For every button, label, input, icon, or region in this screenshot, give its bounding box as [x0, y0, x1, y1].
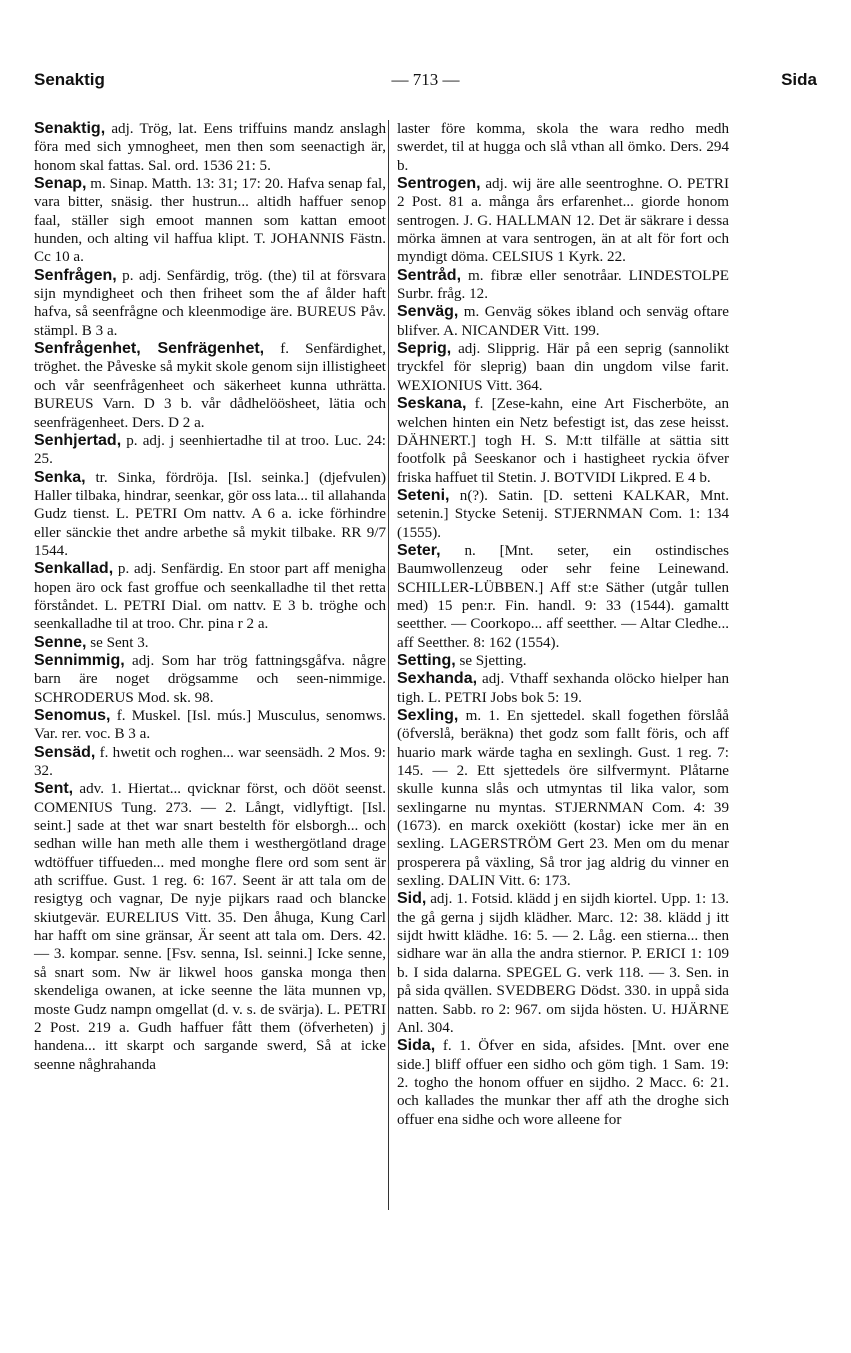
dictionary-entry	[397, 707, 729, 890]
dictionary-entry	[397, 670, 729, 707]
dictionary-entry	[397, 890, 729, 1037]
headword: Seter,	[397, 541, 441, 559]
headword: Senap,	[34, 175, 87, 193]
dictionary-entry	[397, 395, 729, 487]
headword: Sida,	[397, 1037, 436, 1055]
entry-text: m. fibræ eller senotråar. LINDESTOLPE Surbr. fråg. 12.	[397, 267, 729, 303]
dictionary-entry	[397, 303, 729, 340]
column-divider	[388, 120, 389, 1210]
entry-text: laster före komma, skola the wara redho medh swerdet, til at hugga och slå vthan all ömko. Ders. 294 b.	[397, 121, 729, 174]
entry-text: n. [Mnt. seter, ein ostindisches Baumwollenzeug oder sehr feine Leinewand. SCHILLER-LÜBBEN.] Aff st:e Säther (utgår tullen med) 15 pen:r. Fin. handl. 9: 33 (1544). gamaltt seetther. — Coorkopo... aff seetther. — Altar Cledhe... aff Seetther. 8: 162 (1554).	[397, 542, 729, 651]
headword: Senkallad,	[34, 560, 114, 578]
headword: Senaktig,	[34, 120, 106, 137]
header-catchword-left: Senaktig	[34, 70, 105, 89]
entry-text: tr. Sinka, fördröja. [Isl. seinka.] (djefvulen) Haller tilbaka, hindrar, seenkar, gör oss lata... til allahanda Gudz tienst. L. PETRI Om nattv. A 6 a. icke förhindre eller sänckie thet andre arbethe så mykit tilbake. RR 9/7 1544.	[34, 469, 386, 559]
dictionary-entry	[397, 175, 729, 267]
entry-text: adj. 1. Fotsid. klädd j en sijdh kiortel. Upp. 1: 13. the gå gerna j sijdh klädher. Marc. 12: 38. klädd j itt sijdt hwitt klädhe. 16: 5. — 2. Låg. een stierna... then sidhare war än alla the andra stiernor. P. ERICI 1: 109 b. I sida dalarna. SPEGEL G. verk 118. — 3. Sen. in på sida qvällen. SVEDBERG Dödst. 330. in uppå sida natten. Sabb. ro 2: 967. om sijda hösten. U. HJÄRNE Anl. 304.	[397, 891, 729, 1036]
page-number: — 713 —	[391, 70, 460, 89]
headword: Senne,	[34, 633, 87, 651]
dictionary-entry	[397, 1037, 729, 1129]
entry-text: se Sjetting.	[455, 652, 527, 669]
dictionary-entry	[397, 267, 729, 304]
dictionary-entry	[34, 780, 386, 1074]
dictionary-entry	[397, 340, 729, 395]
dictionary-entry	[397, 120, 729, 175]
headword: Sexhanda,	[397, 670, 478, 688]
dictionary-entry	[34, 744, 386, 781]
entry-text: m. Sinap. Matth. 13: 31; 17: 20. Hafva senap fal, vara bitter, snäsig. ther hustrun... altidh haffuer senop faal, ställer sigh emoot mannen som kattan emoot hunden, och alting vil haffua klipt. T. JOHANNIS Fästn. Cc 10 a.	[34, 176, 386, 266]
headword: Senhjertad,	[34, 431, 122, 449]
entry-text: f. Muskel. [Isl. mús.] Musculus, senomws. Var. rer. voc. B 3 a.	[34, 708, 386, 743]
dictionary-entry	[34, 432, 386, 469]
headword: Senväg,	[397, 303, 459, 321]
entry-text: adj. wij äre alle seentroghne. O. PETRI 2 Post. 81 a. många års erfarenhet... giorde honom sentrogen. J. G. HALLMAN 12. Det är säkrare i dessa mörka ämnen at vara sentrogen, än at alt för fort och myndigt döma. CELSIUS 1 Kyrk. 22.	[397, 176, 729, 266]
dictionary-entry	[34, 340, 386, 432]
dictionary-entry	[397, 652, 729, 670]
headword: Seteni,	[397, 486, 450, 504]
entry-text: p. adj. Senfärdig, trög. (the) til at försvara sijn myndigheet och then friheet som the af ålder haft hafva, så seenfrågne och kleenmodige äre. BUREUS Påv. stämpl. B 3 a.	[34, 267, 386, 339]
entry-text: p. adj. j seenhiertadhe til at troo. Luc. 24: 25.	[34, 432, 386, 468]
dictionary-entry	[34, 560, 386, 633]
headword: Seskana,	[397, 395, 467, 413]
entry-text: f. Senfärdighet, tröghet. the Påveske så mykit skole genom sijn illistigheet och vår seenfrågenheet och säkerheet kunna uthrätta. BUREUS Varn. D 3 b. vår dådhelöösheet, lätia och seenfrägenheet. Ders. D 2 a.	[34, 341, 386, 431]
left-column	[34, 120, 386, 1074]
headword: Setting,	[397, 651, 456, 669]
headword: Sexling,	[397, 707, 459, 724]
right-column	[397, 120, 729, 1129]
headword: Seprig,	[397, 340, 452, 358]
headword: Senfrågenhet, Senfrägenhet,	[34, 340, 265, 358]
entry-text: adj. Vthaff sexhanda olöcko hielper han tigh. L. PETRI Jobs bok 5: 19.	[397, 671, 729, 706]
dictionary-entry	[34, 634, 386, 652]
headword: Senomus,	[34, 707, 111, 724]
entry-text: adj. Som har trög fattningsgåfva. någre barn äre noget drögsamme och seen-nimmige. SCHRODERUS Mod. sk. 98.	[34, 652, 386, 706]
header-catchword-right: Sida	[781, 70, 817, 89]
dictionary-entry	[34, 120, 386, 175]
headword: Sennimmig,	[34, 651, 125, 669]
entry-text: p. adj. Senfärdig. En stoor part aff menigha hopen äro ock fast groffue och seenkalladhe til thet retta förståndet. L. PETRI Dial. om nattv. E 3 b. tröghe och seenkalladhe til at troo. Chr. pina r 2 a.	[34, 561, 386, 633]
headword: Sent,	[34, 780, 74, 798]
headword: Sentrogen,	[397, 175, 481, 193]
dictionary-entry	[397, 542, 729, 652]
entry-text: adj. Trög, lat. Eens triffuins mandz anslagh föra med sich ymnogheet, men then som seenactigh är, honom skal fattas. Sal. ord. 1536 21: 5.	[34, 121, 386, 174]
entry-text: adj. Slipprig. Här på een seprig (sannolikt tryckfel för sleprig) baan din ungdom vilse farit. WEXIONIUS Vitt. 364.	[397, 341, 729, 394]
entry-text: f. [Zese-kahn, eine Art Fischerböte, an welchen hinten ein Netz befestigt ist, das zese heisst. DÄHNERT.] togh H. S. M:tt tilfälle at sättia sitt footfolk på Seeskanor och i hastigheet ryckia öfver friska haffuet til Stetin. J. BOTVIDI Likpred. E 4 b.	[397, 396, 729, 486]
dictionary-entry	[34, 469, 386, 561]
entry-text: f. hwetit och roghen... war seensädh. 2 Mos. 9: 32.	[34, 744, 386, 780]
headword: Sid,	[397, 890, 427, 908]
entry-text: f. 1. Öfver en sida, afsides. [Mnt. over ene side.] bliff offuer een sidho och göm tigh. 1 Sam. 19: 2. togho the honom offuer en sijdho. 2 Macc. 6: 21. och kallades the munkar ther aff ath the droghe sich offuer ena sidhe och wore alleene for	[397, 1038, 729, 1128]
dictionary-entry	[34, 707, 386, 744]
headword: Senka,	[34, 468, 86, 486]
running-header	[34, 70, 817, 94]
headword: Sensäd,	[34, 743, 96, 761]
dictionary-entry	[397, 487, 729, 542]
entry-text: se Sent 3.	[86, 634, 149, 651]
dictionary-entry	[34, 175, 386, 267]
entry-text: n(?). Satin. [D. setteni KALKAR, Mnt. setenin.] Stycke Setenij. STJERNMAN Com. 1: 134 (1555).	[397, 487, 729, 541]
entry-text: adv. 1. Hiertat... qvicknar först, och dööt seenst. COMENIUS Tung. 273. — 2. Långt, vidlyftigt. [Isl. seint.] sade at thet war snart bestelth för elsborgh... och sedhan wille han meth alle them i westhergötland drage wdtöffuer tiffueden... med monghe flere ord som sent är ath scriffue. Gust. 1 reg. 6: 167. Seent är att tala om de resigtyg och vagnar, De nyje pijkars raad och blancke skiutgevär. EURELIUS Vitt. 35. Den åhuga, Kung Carl har hafft om sine gränsar, Är seent att tala om. Ders. 42. — 3. kompar. senne. [Fsv. senna, Isl. seinni.] Icke senne, så snart som. Nw är likwel hoos ganska monga then skendeliga owanen, at icke seenne the läta munnen vp, moste Gudz nampn omgellat (d. v. s. de svärja). L. PETRI 2 Post. 219 a. Gudh haffuer fått them (öfverheten) j handena... itt skarpt och sargande swerd, Så at icke seenne någhrahanda	[34, 781, 386, 1073]
entry-text: m. Genväg sökes ibland och senväg oftare blifver. A. NICANDER Vitt. 199.	[397, 304, 729, 339]
dictionary-entry	[34, 267, 386, 340]
headword: Sentråd,	[397, 266, 462, 284]
headword: Senfrågen,	[34, 266, 117, 284]
dictionary-entry	[34, 652, 386, 707]
entry-text: m. 1. En sjettedel. skall fogethen förslåå (öfverslå, beräkna) thet godz som fallt föris, och aff huario mark wärde tagha en sexlingh. Gust. 1 reg. 7: 145. — 2. Ett sjettedels öre silfvermynt. Plåtarne skulle kunna slås och utmyntas til lika valor, som sexlingarne nu myntas. STJERNMAN Com. 4: 39 (1673). en marck oxekiött (kostar) icke mer än en sexling. LAGERSTRÖM Gert 23. Men om du menar prosperera på växling, Så tror jag aldrig du vinner en sexling. DALIN Vitt. 6: 173.	[397, 708, 729, 890]
